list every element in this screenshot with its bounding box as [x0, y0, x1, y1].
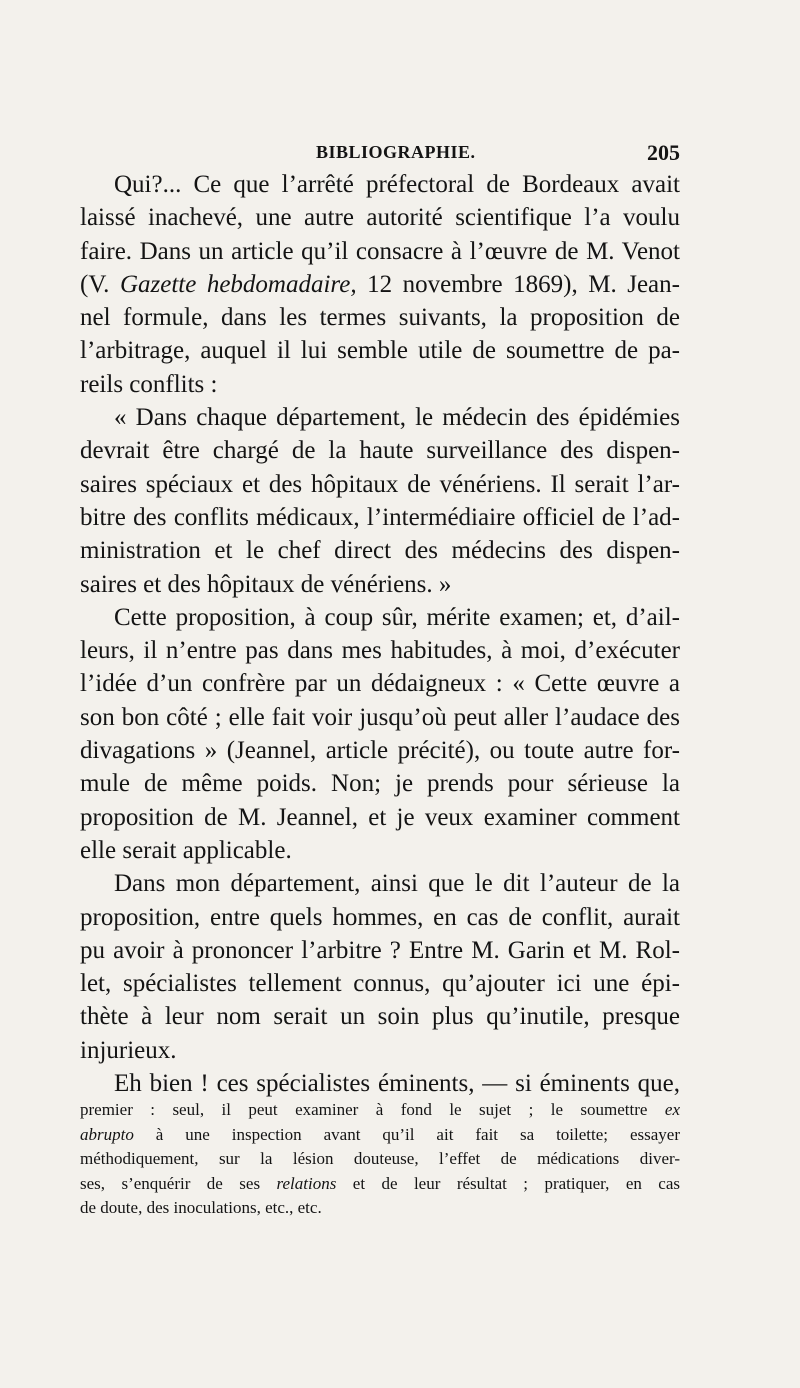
text-line: thète à leur nom serait un soin plus qu’inutile, presque — [80, 1003, 680, 1031]
footnote-line: premier : seul, il peut examiner à fond le sujet ; le soumettre ex — [80, 1100, 680, 1119]
page-header — [80, 140, 680, 168]
text-line: Eh bien ! ces spécialistes éminents, — si éminents que, — [114, 1070, 680, 1098]
text-line: let, spécialistes tellement connus, qu’ajouter ici une épi- — [80, 970, 680, 998]
text-line: Dans mon département, ainsi que le dit l’auteur de la — [114, 870, 680, 898]
text-line: son bon côté ; elle fait voir jusqu’où peut aller l’audace des — [80, 703, 680, 731]
text-line: saires spéciaux et des hôpitaux de vénériens. Il serait l’ar- — [80, 470, 680, 498]
text-line: mule de même poids. Non; je prends pour sérieuse la — [80, 770, 680, 798]
text-line: leurs, il n’entre pas dans mes habitudes, à moi, d’exécuter — [80, 637, 680, 665]
text-line: proposition, entre quels hommes, en cas de conflit, aurait — [80, 903, 680, 931]
text-line: bitre des conflits médicaux, l’intermédiaire officiel de l’ad- — [80, 503, 680, 531]
footnote-line: ses, s’enquérir de ses relations et de leur résultat ; pratiquer, en cas — [80, 1173, 681, 1193]
text-line: elle serait applicable. — [80, 836, 292, 864]
text-line: devrait être chargé de la haute surveillance des dispen- — [80, 437, 680, 465]
footnote — [80, 1098, 680, 1221]
running-title: BIBLIOGRAPHIE. — [316, 142, 476, 162]
main-text — [80, 168, 680, 1100]
text-line: injurieux. — [80, 1036, 177, 1064]
text-line: (V. Gazette hebdomadaire, 12 novembre 1869), M. Jean- — [80, 270, 680, 298]
text-line: « Dans chaque département, le médecin des épidémies — [114, 404, 680, 432]
text-line: ministration et le chef direct des médecins des dispen- — [80, 537, 680, 565]
text-line: proposition de M. Jeannel, et je veux examiner comment — [80, 803, 680, 831]
text-line: l’idée d’un confrère par un dédaigneux : « Cette œuvre a — [80, 670, 680, 698]
text-line: laissé inachevé, une autre autorité scientifique l’a voulu — [80, 204, 680, 232]
text-line: divagations » (Jeannel, article précité), ou toute autre for- — [80, 737, 680, 765]
text-line: Cette proposition, à coup sûr, mérite examen; et, d’ail- — [114, 603, 680, 631]
text-line: l’arbitrage, auquel il lui semble utile de soumettre de pa- — [80, 337, 680, 365]
footnote-line: de doute, des inoculations, etc., etc. — [80, 1198, 322, 1217]
text-line: pu avoir à prononcer l’arbitre ? Entre M. Garin et M. Rol- — [80, 936, 680, 964]
page-number: 205 — [647, 140, 680, 165]
journal-title: Gazette hebdomadaire, — [119, 270, 357, 298]
text-line: reils conflits : — [80, 370, 218, 398]
text-line: nel formule, dans les termes suivants, la proposition de — [80, 304, 680, 332]
text-line: faire. Dans un article qu’il consacre à l’œuvre de M. Venot — [80, 237, 680, 265]
text-line: saires et des hôpitaux de vénériens. » — [80, 570, 452, 598]
footnote-line: méthodiquement, sur la lésion douteuse, l’effet de médications diver- — [80, 1149, 680, 1168]
footnote-line: abrupto à une inspection avant qu’il ait fait sa toilette; essayer — [80, 1124, 680, 1144]
text-line: Qui?... Ce que l’arrêté préfectoral de Bordeaux avait — [114, 171, 680, 198]
